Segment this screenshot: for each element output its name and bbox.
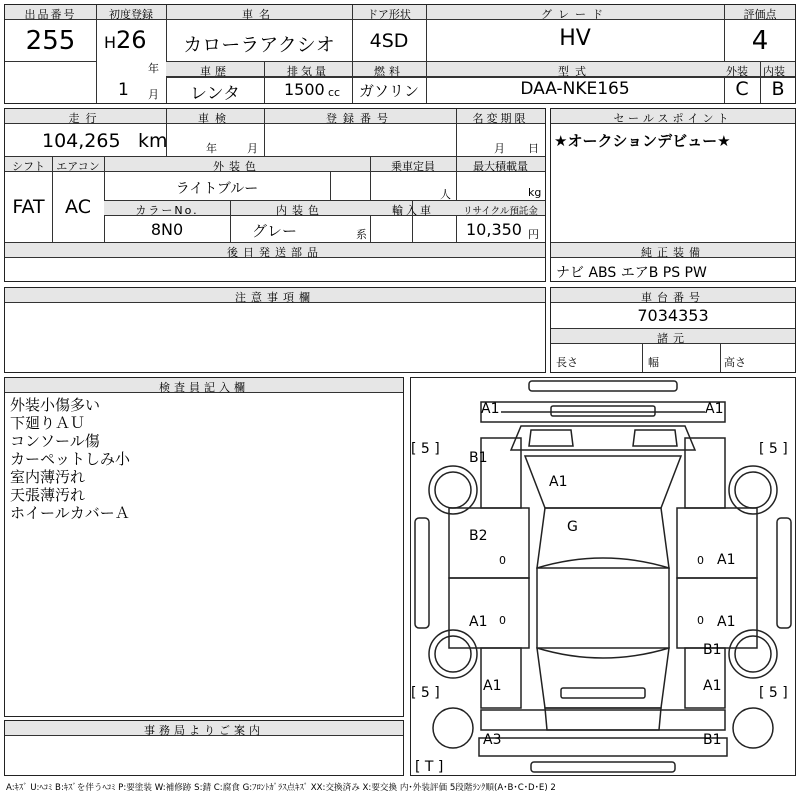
remark-line: 下廻りＡＵ <box>10 414 86 432</box>
height-label: 高さ <box>724 356 746 369</box>
ext-grade: C <box>735 78 749 100</box>
ac: AC <box>65 196 91 218</box>
year-unit: 年 <box>148 62 159 75</box>
ext-grade-label: 外装 <box>726 65 748 78</box>
remark-line: コンソール傷 <box>10 432 100 450</box>
mileage-unit: km <box>138 130 168 152</box>
sales-point-text: ★オークションデビュー★ <box>554 132 731 150</box>
reg-month: 1 <box>118 80 129 100</box>
chassis-number: 7034353 <box>637 306 709 325</box>
remark-line: ホイールカバーＡ <box>10 504 130 522</box>
displacement-label: 排気量 <box>287 65 329 78</box>
mark-door-rl-sub: 0 <box>499 614 506 627</box>
mark-trunk: [ T ] <box>415 759 444 775</box>
equipment-label: 純正装備 <box>641 246 705 259</box>
mark-quarter-right: B1 <box>703 642 722 658</box>
sales-point-label: セールスポイント <box>613 112 733 125</box>
width-label: 幅 <box>648 356 659 369</box>
mark-front-right: A1 <box>705 401 724 417</box>
mark-tire-fl: [ 5 ] <box>411 441 440 457</box>
grade: HV <box>559 26 591 51</box>
remark-line: 外装小傷多い <box>10 396 101 414</box>
shift: FAT <box>12 196 45 218</box>
mileage-label: 走行 <box>68 112 103 125</box>
reg-no-label: 登録番号 <box>326 112 394 125</box>
insp-month-unit: 月 <box>247 142 258 155</box>
mark-tire-rl: [ 5 ] <box>411 685 440 701</box>
mark-front-left: A1 <box>481 401 500 417</box>
legend-footer: A:ｷｽﾞ U:ﾍｺﾐ B:ｷｽﾞを伴うﾍｺﾐ P:要塗装 W:補修跡 S:錆 C:腐食 G:ﾌﾛﾝﾄｶﾞﾗｽ点ｷｽﾞ XX:交換済み X:要交換 内･外装評価 5段階ﾗﾝｸ順(A･B･C･D･E) 2 <box>6 783 556 793</box>
car-diagram <box>411 378 795 775</box>
int-color-unit: 系 <box>356 228 367 241</box>
equipment-text: ナビ ABS エアB PS PW <box>556 265 707 281</box>
mileage: 104,265 <box>42 130 121 152</box>
mark-door-fr-sub: 0 <box>697 554 704 567</box>
name-change-label: 名変期限 <box>472 112 529 125</box>
capacity-label: 乗車定員 <box>391 160 435 173</box>
int-color: グレー <box>252 222 298 240</box>
max-load-label: 最大積載量 <box>473 160 528 173</box>
displacement-unit: cc <box>328 86 341 99</box>
inspection-label: 車検 <box>198 112 232 125</box>
mark-hood: A1 <box>549 474 568 490</box>
recycle-amount: 10,350 <box>466 220 522 239</box>
mark-windshield: G <box>567 519 578 535</box>
mark-door-fl: B2 <box>469 528 488 544</box>
mark-rear-right: A1 <box>703 678 722 694</box>
door-label: ドア形状 <box>367 8 411 21</box>
mark-tire-rr: [ 5 ] <box>759 685 788 701</box>
mark-bumper-left: A3 <box>483 732 502 748</box>
history-label: 車歴 <box>200 65 230 78</box>
mark-door-fl-sub: 0 <box>499 554 506 567</box>
int-grade: B <box>771 78 785 100</box>
int-color-label: 内装色 <box>276 204 324 217</box>
car-name-label: 車名 <box>242 8 276 21</box>
grade-label: グレード <box>541 8 609 21</box>
later-parts-label: 後日発送部品 <box>227 246 323 259</box>
model: DAA-NKE165 <box>520 79 630 99</box>
shift-label: シフト <box>12 160 45 173</box>
chassis-label: 車台番号 <box>641 291 705 304</box>
ext-color-label: 外装色 <box>213 160 261 173</box>
length-label: 長さ <box>556 356 578 369</box>
color-no: 8N0 <box>150 220 184 239</box>
mark-rear-left: A1 <box>483 678 502 694</box>
mark-fender-left: B1 <box>469 450 488 466</box>
car-name: カローラアクシオ <box>183 34 335 56</box>
int-grade-label: 内装 <box>763 65 785 78</box>
color-no-label: カラーNo. <box>135 204 199 217</box>
mark-door-rr-sub: 0 <box>697 614 704 627</box>
remark-line: カーペットしみ小 <box>10 450 131 468</box>
score: 4 <box>751 26 769 56</box>
ac-label: エアコン <box>56 160 100 173</box>
capacity-unit: 人 <box>440 188 451 201</box>
dims-label: 諸元 <box>657 332 689 345</box>
reg-year: 26 <box>116 26 147 54</box>
nc-month-unit: 月 <box>494 142 505 155</box>
office-label: 事務局よりご案内 <box>144 724 264 737</box>
model-label: 型式 <box>558 65 592 78</box>
inspector-label: 検査員記入欄 <box>159 381 249 394</box>
mark-door-rl: A1 <box>469 614 488 630</box>
history: レンタ <box>190 84 240 104</box>
month-unit: 月 <box>148 88 159 101</box>
nc-day-unit: 日 <box>528 142 539 155</box>
era: H <box>104 33 117 52</box>
recycle-unit: 円 <box>528 228 539 241</box>
displacement: 1500 <box>284 80 325 99</box>
fuel-label: 燃料 <box>374 65 404 78</box>
recycle-label: リサイクル預託金 <box>463 206 538 217</box>
door-type: 4SD <box>369 30 409 52</box>
insp-year-unit: 年 <box>206 142 217 155</box>
mark-bumper-right: B1 <box>703 732 722 748</box>
remark-line: 室内薄汚れ <box>10 468 86 486</box>
fuel: ガソリン <box>358 82 419 100</box>
notes-label: 注意事項欄 <box>235 291 315 304</box>
mark-door-fr: A1 <box>717 552 736 568</box>
mark-door-rr: A1 <box>717 614 736 630</box>
mark-tire-fr: [ 5 ] <box>759 441 788 457</box>
import-label: 輸入車 <box>392 204 434 217</box>
remark-line: 天張薄汚れ <box>10 486 86 504</box>
lot-number: 255 <box>25 26 76 56</box>
lot-label: 出品番号 <box>24 8 77 21</box>
score-label: 評価点 <box>743 8 777 21</box>
first-reg-label: 初度登録 <box>109 8 153 21</box>
ext-color: ライトブルー <box>175 181 259 197</box>
max-load-unit: kg <box>528 186 542 199</box>
